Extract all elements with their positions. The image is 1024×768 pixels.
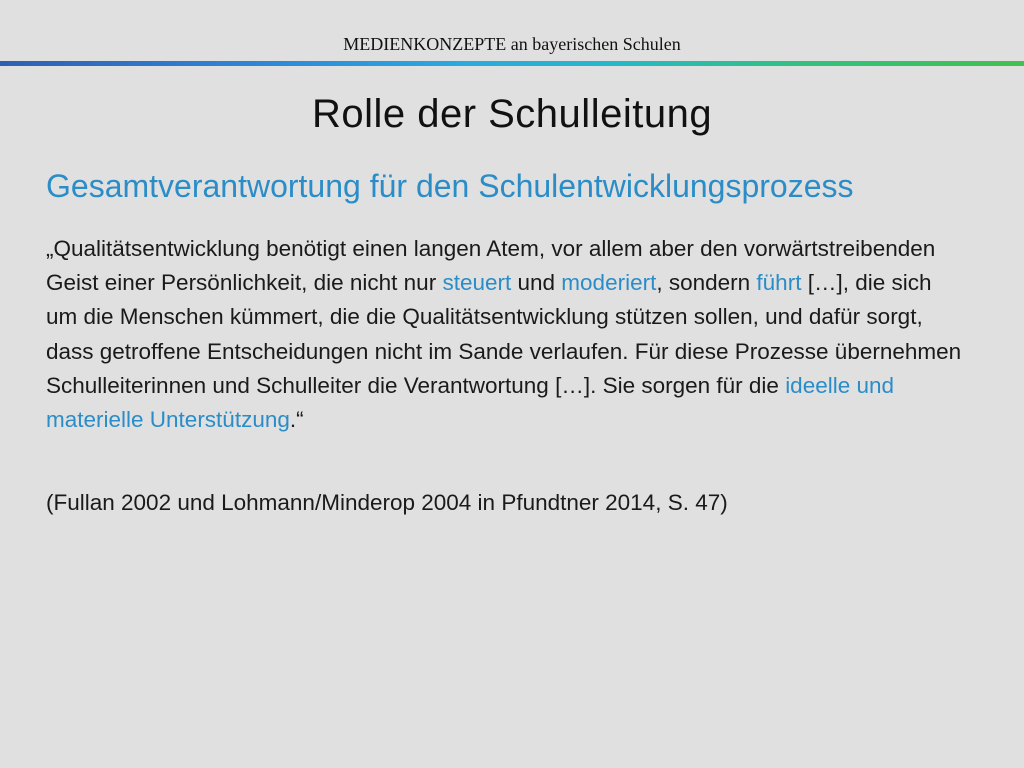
quote-text: , sondern bbox=[656, 270, 757, 296]
quote-highlight-unterstuetzung: ideelle und materielle Unterstützung bbox=[46, 372, 895, 433]
quote-highlight-steuert: steuert bbox=[442, 270, 512, 296]
quote-text: .“ bbox=[289, 407, 304, 433]
quote-highlight-fuehrt: führt bbox=[756, 270, 802, 296]
quote-paragraph bbox=[46, 232, 966, 437]
slide-title: Rolle der Schulleitung bbox=[311, 92, 713, 136]
slide-subtitle: Gesamtverantwortung für den Schulentwicklungsprozess bbox=[46, 168, 854, 204]
header-gradient-bar bbox=[0, 61, 1024, 66]
citation: (Fullan 2002 und Lohmann/Minderop 2004 in Pfundtner 2014, S. 47) bbox=[46, 490, 728, 515]
quote-text: und bbox=[511, 270, 562, 296]
quote-text: „Qualitätsentwicklung benötigt einen langen Atem, vor allem aber den vorwärtstreibenden Geist einer Persönlichkeit, die nicht nur bbox=[46, 236, 936, 296]
quote-text: […], die sich um die Menschen kümmert, die die Qualitätsentwicklung stützen sollen, und dafür sorgt, dass getroffene Entscheidungen nicht im Sande verlaufen. Für diese Prozesse übernehmen Schulleiterinnen und Schulleiter die Verantwortung […]. Sie sorgen für die bbox=[46, 270, 962, 398]
quote-highlight-moderiert: moderiert bbox=[561, 270, 657, 296]
header-title: MEDIENKONZEPTE an bayerischen Schulen bbox=[343, 34, 681, 54]
